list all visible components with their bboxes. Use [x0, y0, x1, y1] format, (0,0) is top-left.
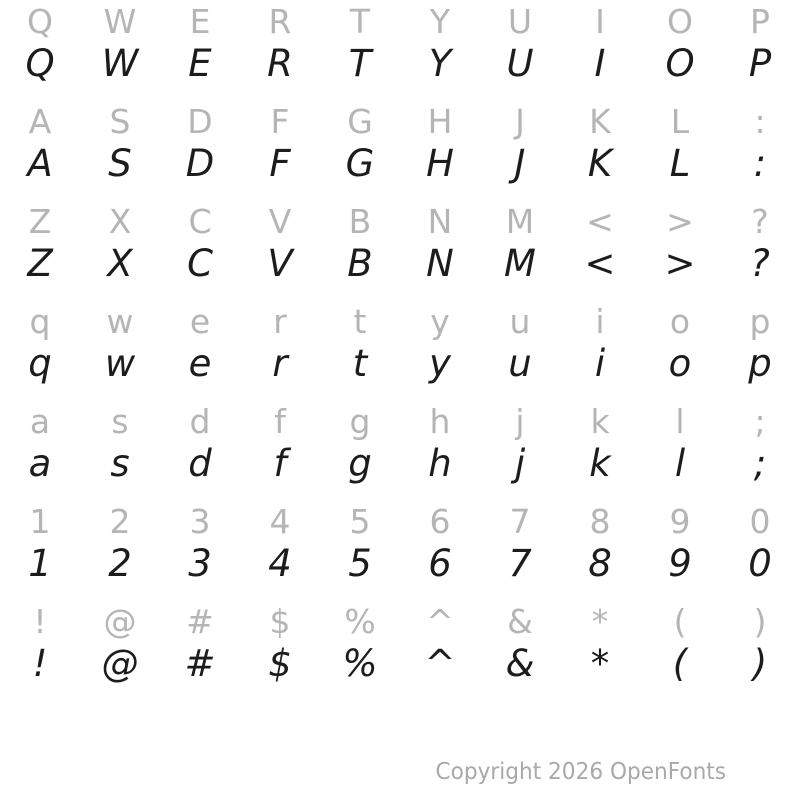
specimen-glyph: J — [514, 142, 526, 185]
reference-glyph: F — [270, 102, 290, 141]
reference-glyph: Q — [27, 2, 53, 41]
reference-glyph-row — [0, 100, 800, 144]
specimen-glyph: o — [668, 342, 692, 385]
specimen-glyph: G — [345, 142, 375, 185]
reference-glyph: C — [188, 202, 212, 241]
reference-glyph: 4 — [269, 502, 291, 541]
specimen-glyph: U — [506, 42, 534, 85]
specimen-glyph: P — [748, 42, 772, 85]
specimen-glyph: d — [188, 442, 212, 485]
specimen-glyph: ! — [32, 642, 48, 685]
reference-glyph: u — [509, 302, 531, 341]
reference-glyph: 7 — [509, 502, 531, 541]
specimen-glyph: ; — [753, 442, 767, 485]
reference-glyph: j — [515, 402, 525, 441]
reference-glyph: V — [268, 202, 292, 241]
reference-glyph: ! — [33, 602, 47, 641]
specimen-glyph: E — [188, 42, 212, 85]
specimen-glyph: 5 — [348, 542, 372, 585]
specimen-glyph-row — [0, 442, 800, 486]
specimen-glyph-row — [0, 642, 800, 686]
reference-glyph: e — [189, 302, 211, 341]
reference-glyph: d — [189, 402, 211, 441]
specimen-glyph: ) — [752, 642, 768, 685]
specimen-glyph: Y — [428, 42, 452, 85]
specimen-glyph: e — [188, 342, 212, 385]
specimen-glyph-row — [0, 342, 800, 386]
reference-glyph-row — [0, 600, 800, 644]
reference-glyph: g — [349, 402, 371, 441]
specimen-glyph: I — [594, 42, 606, 85]
reference-glyph: 1 — [29, 502, 51, 541]
specimen-glyph: K — [587, 142, 613, 185]
reference-glyph: 6 — [429, 502, 451, 541]
specimen-glyph: S — [108, 142, 132, 185]
reference-glyph: 5 — [349, 502, 371, 541]
reference-glyph: 0 — [749, 502, 771, 541]
specimen-glyph: D — [185, 142, 215, 185]
reference-glyph: ; — [754, 402, 766, 441]
specimen-glyph: h — [428, 442, 452, 485]
reference-glyph: G — [347, 102, 373, 141]
copyright-text: Copyright 2026 OpenFonts — [435, 759, 726, 785]
reference-glyph: I — [595, 2, 605, 41]
reference-glyph: Y — [429, 2, 451, 41]
reference-glyph: t — [353, 302, 367, 341]
specimen-glyph: Z — [27, 242, 53, 285]
reference-glyph: M — [505, 202, 535, 241]
reference-glyph: w — [106, 302, 134, 341]
reference-glyph: # — [186, 602, 214, 641]
reference-glyph: k — [590, 402, 610, 441]
reference-glyph: J — [515, 102, 525, 141]
reference-glyph: P — [750, 2, 770, 41]
specimen-glyph: * — [590, 642, 610, 685]
specimen-glyph: y — [429, 342, 451, 385]
specimen-glyph: % — [342, 642, 378, 685]
reference-glyph-row — [0, 0, 800, 44]
reference-glyph: X — [108, 202, 132, 241]
reference-glyph: D — [187, 102, 213, 141]
specimen-glyph: R — [267, 42, 293, 85]
specimen-glyph: A — [27, 142, 53, 185]
reference-glyph: R — [268, 2, 292, 41]
reference-glyph: Z — [28, 202, 52, 241]
reference-glyph: 9 — [669, 502, 691, 541]
specimen-glyph: & — [505, 642, 535, 685]
reference-glyph: < — [586, 202, 614, 241]
reference-glyph: > — [666, 202, 694, 241]
specimen-glyph: V — [267, 242, 293, 285]
specimen-glyph: 6 — [428, 542, 452, 585]
specimen-glyph: p — [748, 342, 772, 385]
specimen-glyph: W — [101, 42, 139, 85]
specimen-glyph: 8 — [588, 542, 612, 585]
specimen-glyph: q — [28, 342, 52, 385]
reference-glyph: p — [749, 302, 771, 341]
specimen-glyph: k — [589, 442, 611, 485]
reference-glyph: S — [109, 102, 131, 141]
specimen-glyph: 4 — [268, 542, 292, 585]
specimen-glyph: H — [426, 142, 454, 185]
specimen-glyph-row — [0, 142, 800, 186]
specimen-glyph-row — [0, 242, 800, 286]
specimen-glyph: w — [104, 342, 136, 385]
specimen-glyph: B — [347, 242, 373, 285]
specimen-glyph: 3 — [188, 542, 212, 585]
specimen-glyph: O — [665, 42, 695, 85]
specimen-glyph: Q — [25, 42, 55, 85]
specimen-glyph: s — [110, 442, 130, 485]
reference-glyph-row — [0, 400, 800, 444]
reference-glyph: U — [507, 2, 533, 41]
reference-glyph: A — [28, 102, 52, 141]
specimen-glyph: 2 — [108, 542, 132, 585]
reference-glyph: ) — [753, 602, 767, 641]
specimen-glyph-row — [0, 42, 800, 86]
specimen-glyph: C — [187, 242, 213, 285]
reference-glyph: i — [595, 302, 605, 341]
reference-glyph: ( — [673, 602, 687, 641]
reference-glyph: T — [349, 2, 371, 41]
reference-glyph: * — [591, 602, 609, 641]
reference-glyph: l — [675, 402, 685, 441]
reference-glyph: B — [348, 202, 372, 241]
specimen-glyph: j — [514, 442, 526, 485]
reference-glyph: 3 — [189, 502, 211, 541]
reference-glyph: L — [670, 102, 690, 141]
reference-glyph: r — [273, 302, 287, 341]
reference-glyph: % — [344, 602, 376, 641]
reference-glyph: y — [430, 302, 450, 341]
reference-glyph: K — [589, 102, 611, 141]
reference-glyph: ? — [751, 202, 769, 241]
reference-glyph: W — [103, 2, 137, 41]
reference-glyph: O — [667, 2, 693, 41]
reference-glyph: N — [427, 202, 453, 241]
specimen-glyph: < — [584, 242, 616, 285]
reference-glyph-row — [0, 200, 800, 244]
specimen-glyph: N — [426, 242, 454, 285]
specimen-glyph: t — [352, 342, 368, 385]
reference-glyph: 2 — [109, 502, 131, 541]
reference-glyph: h — [429, 402, 451, 441]
specimen-glyph: ? — [750, 242, 770, 285]
reference-glyph: ^ — [426, 602, 454, 641]
reference-glyph: q — [29, 302, 51, 341]
reference-glyph-row — [0, 500, 800, 544]
specimen-glyph: $ — [268, 642, 292, 685]
specimen-glyph: a — [28, 442, 52, 485]
specimen-glyph: 9 — [668, 542, 692, 585]
specimen-glyph: # — [184, 642, 216, 685]
reference-glyph: s — [111, 402, 129, 441]
specimen-glyph: u — [508, 342, 532, 385]
specimen-glyph: F — [269, 142, 291, 185]
reference-glyph-row — [0, 300, 800, 344]
specimen-glyph: 0 — [748, 542, 772, 585]
reference-glyph: a — [29, 402, 51, 441]
reference-glyph: E — [189, 2, 211, 41]
reference-glyph: : — [754, 102, 766, 141]
reference-glyph: & — [507, 602, 533, 641]
reference-glyph: $ — [269, 602, 291, 641]
specimen-glyph: T — [348, 42, 372, 85]
specimen-glyph: r — [272, 342, 288, 385]
specimen-glyph: 1 — [28, 542, 52, 585]
specimen-glyph: > — [664, 242, 696, 285]
specimen-glyph-row — [0, 542, 800, 586]
specimen-glyph: 7 — [508, 542, 532, 585]
specimen-glyph: g — [348, 442, 372, 485]
specimen-glyph: ^ — [424, 642, 456, 685]
reference-glyph: 8 — [589, 502, 611, 541]
specimen-glyph: : — [753, 142, 767, 185]
reference-glyph: o — [669, 302, 691, 341]
reference-glyph: H — [427, 102, 453, 141]
specimen-glyph: i — [594, 342, 606, 385]
specimen-glyph: @ — [101, 642, 139, 685]
specimen-glyph: f — [273, 442, 287, 485]
specimen-glyph: X — [107, 242, 133, 285]
specimen-glyph: ( — [672, 642, 688, 685]
specimen-glyph: L — [669, 142, 691, 185]
reference-glyph: @ — [103, 602, 137, 641]
specimen-glyph: l — [674, 442, 686, 485]
specimen-glyph: M — [504, 242, 536, 285]
reference-glyph: f — [274, 402, 286, 441]
